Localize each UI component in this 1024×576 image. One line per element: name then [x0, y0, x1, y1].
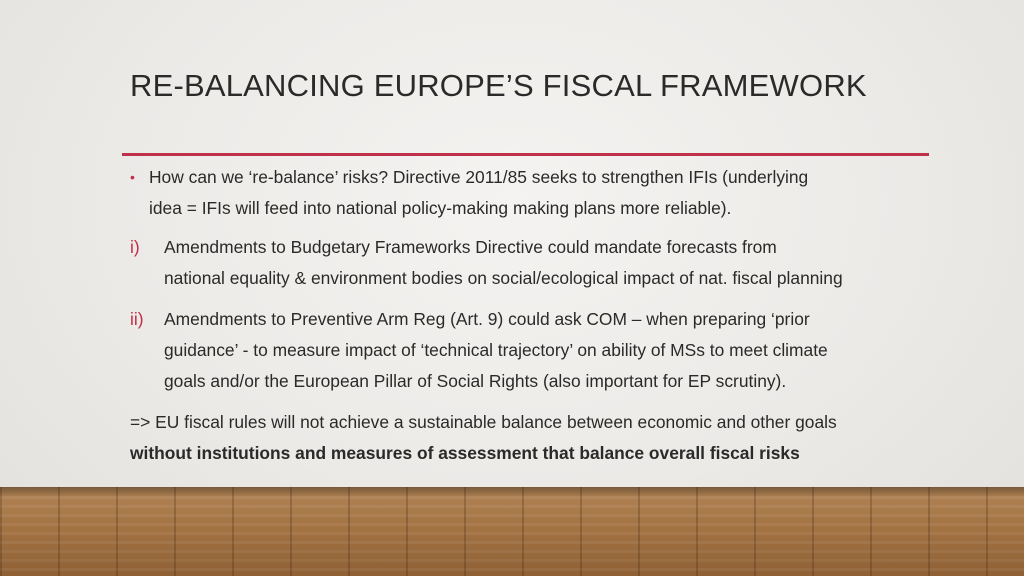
bullet-paragraph: [130, 162, 930, 224]
wood-floor-decoration: [0, 487, 1024, 576]
conclusion-line-2: without institutions and measures of assessment that balance overall fiscal risks: [130, 443, 800, 463]
item-1-line-2: national equality & environment bodies on social/ecological impact of nat. fiscal planning: [164, 268, 843, 288]
item-2-line-3: goals and/or the European Pillar of Social Rights (also important for EP scrutiny).: [164, 371, 787, 391]
numbered-item-2: [130, 304, 930, 397]
floor-shadow: [0, 487, 1024, 497]
slide-title: RE-BALANCING EUROPE’S FISCAL FRAMEWORK: [130, 68, 867, 103]
item-marker: ii): [130, 309, 144, 329]
bullet-line-1: How can we ‘re-balance’ risks? Directive 2011/85 seeks to strengthen IFIs (underlying: [149, 167, 809, 187]
bullet-line-2: idea = IFIs will feed into national policy-making making plans more reliable).: [149, 198, 732, 218]
conclusion: [130, 407, 930, 469]
numbered-item-1: [130, 232, 930, 294]
item-2-line-1: Amendments to Preventive Arm Reg (Art. 9) could ask COM – when preparing ‘prior: [164, 309, 810, 329]
bullet-marker: •: [130, 169, 135, 185]
slide-body: [130, 162, 930, 469]
conclusion-line-1: => EU fiscal rules will not achieve a sustainable balance between economic and other goals: [130, 412, 837, 432]
item-marker: i): [130, 237, 140, 257]
item-1-line-1: Amendments to Budgetary Frameworks Directive could mandate forecasts from: [164, 237, 777, 257]
item-2-line-2: guidance’ - to measure impact of ‘technical trajectory’ on ability of MSs to meet climate: [164, 340, 828, 360]
title-divider: [122, 153, 929, 156]
